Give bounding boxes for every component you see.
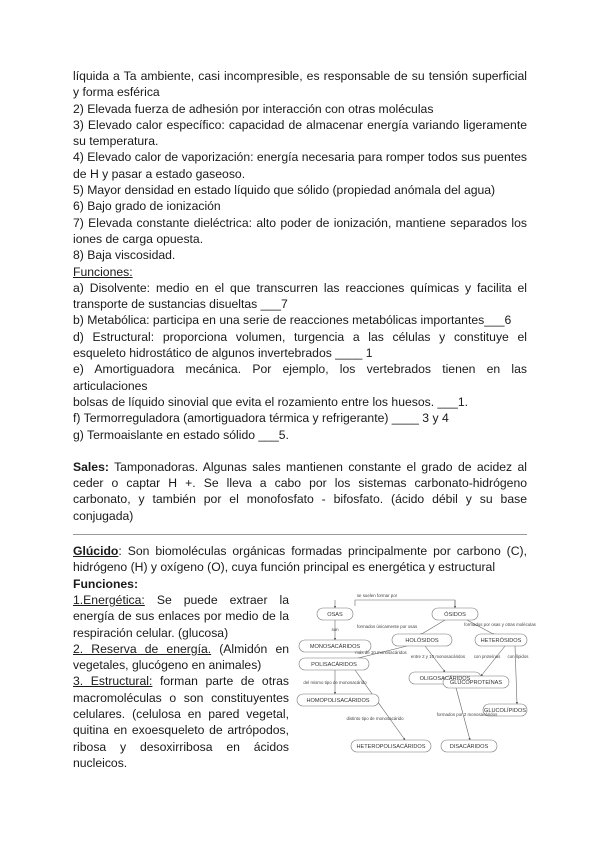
property-4: 4) Elevado calor de vaporización: energía necesaria para romper todos sus puentes de H y pasar a estado gaseoso. — [73, 150, 527, 181]
formados-2-label: formados por 2 monosacáridos — [436, 711, 498, 717]
property-7: 7) Elevada constante dieléctrica: alto poder de ionización, mantiene separados los iones de carga opuesta. — [73, 215, 527, 246]
function-e-cont: bolsas de líquido sinovial que evita el rozamiento entre los huesos. ___1. — [73, 394, 468, 409]
mas10-label: más de 10 monosacáridos — [355, 649, 407, 655]
glucido-functions-list — [73, 592, 289, 771]
formados-label: formados únicamente por osas — [356, 623, 418, 629]
glucido-function-2 — [73, 641, 289, 674]
distinto-tipo-label: distinto tipo de monosacárido — [346, 715, 404, 721]
functions-heading: Funciones: — [73, 264, 133, 279]
function-3-label: 3. Estructural: — [73, 674, 153, 689]
heteropolisacaridos-label: HETEROPOLISACÁRIDOS — [356, 743, 426, 750]
function-1-text: Se puede extraer la energía de sus enlaces por medio de la respiración celular. (glucosa) — [73, 592, 289, 640]
sales-label: Sales: — [73, 459, 109, 474]
glucido-function-3 — [73, 673, 289, 771]
polisacaridos-label: POLISACÁRIDOS — [311, 661, 357, 668]
property-2: 2) Elevada fuerza de adhesión por interacción con otras moléculas — [73, 101, 434, 116]
function-1-label: 1.Energética: — [73, 592, 145, 607]
monosacaridos-label: MONOSACÁRIDOS — [309, 643, 361, 650]
formados-osas-label: formados por osas y otras moléculas — [464, 621, 536, 627]
disacaridos-label: DISACÁRIDOS — [449, 743, 489, 750]
holosidos-label: HOLÓSIDOS — [405, 637, 439, 644]
top-label: se suelen formar por — [356, 592, 398, 598]
property-8: 8) Baja viscosidad. — [73, 248, 176, 263]
heterosidos-label: HETERÓSIDOS — [480, 637, 522, 644]
homopolisacaridos-label: HOMOPOLISACÁRIDOS — [306, 697, 370, 704]
con-proteinas-label: con proteínas — [473, 653, 501, 659]
glucido-paragraph — [73, 543, 527, 576]
function-d: d) Estructural: proporciona volumen, turgencia a las células y constituye el esqueleto hidrostático de algunos invertebrados ____ 1 — [73, 329, 527, 361]
function-3-text: forman parte de otras macromoléculas o son constituyentes celulares. (celulosa en pared vegetal, quitina en exoesqueleto de artrópodos, ribosa y desoxirribosa en ácidos nucleicos. — [73, 674, 290, 770]
sales-paragraph — [73, 459, 527, 524]
function-e: e) Amortiguadora mecánica. Por ejemplo, los vertebrados tienen en las articulaciones — [73, 362, 527, 393]
glucido-function-1 — [73, 592, 289, 641]
function-a: a) Disolvente: medio en el que transcurren las reacciones químicas y facilita el transporte de sustancias disueltas ___7 — [73, 280, 527, 312]
oligosacaridos-label: OLIGOSACÁRIDOS — [419, 675, 471, 682]
property-5: 5) Mayor densidad en estado líquido que sólido (propiedad anómala del agua) — [73, 183, 496, 198]
property-3: 3) Elevado calor específico: capacidad de almacenar energía variando ligeramente su temperatura. — [73, 117, 527, 149]
glucido-text: : Son biomoléculas orgánicas formadas principalmente por carbono (C), hidrógeno (H) y oxígeno (O), cuya función principal es energética y estructural — [73, 544, 527, 575]
function-2-text: (Almidón en vegetales, glucógeno en animales) — [73, 641, 289, 673]
osidos-label: ÓSIDOS — [444, 611, 466, 618]
function-2-label: 2. Reserva de energía. — [73, 641, 212, 656]
glucidos-concept-map — [295, 588, 536, 778]
glucido-functions-heading: Funciones: — [73, 576, 139, 591]
sales-text: Tamponadoras. Algunas sales mantienen constante el grado de acidez al ceder o captar H +. Se lleva a cabo por los sistemas carbonato-hidrógeno carbonato, y también por el monofosfato - bifosfato. (ácido débil y su base conjugada) — [73, 459, 527, 523]
glucido-label: Glúcido — [73, 544, 119, 559]
entre2y10-label: entre 2 y 10 monosacáridos — [410, 653, 466, 659]
osas-label: OSAS — [327, 611, 343, 618]
section-divider — [73, 534, 527, 535]
glucolipidos-label: GLUCOLÍPIDOS — [484, 707, 526, 714]
mismo-tipo-label: del mismo tipo de monosacárido — [303, 679, 367, 685]
glucido-functions-block — [73, 592, 536, 792]
water-properties-intro: líquida a Ta ambiente, casi incompresible, es responsable de su tensión superficial y forma esférica — [73, 69, 527, 100]
son-label: son — [331, 626, 339, 632]
con-lipidos-label: con lípidos — [507, 653, 529, 659]
property-6: 6) Bajo grado de ionización — [73, 199, 221, 214]
glucoproteinas-label: GLUCOPROTEÍNAS — [449, 679, 503, 686]
function-g: g) Termoaislante en estado sólido ___5. — [73, 427, 289, 442]
function-b: b) Metabólica: participa en una serie de reacciones metabólicas importantes___6 — [73, 313, 512, 328]
function-f: f) Termorreguladora (amortiguadora térmica y refrigerante) ____ 3 y 4 — [73, 411, 449, 426]
document-page — [73, 68, 536, 792]
